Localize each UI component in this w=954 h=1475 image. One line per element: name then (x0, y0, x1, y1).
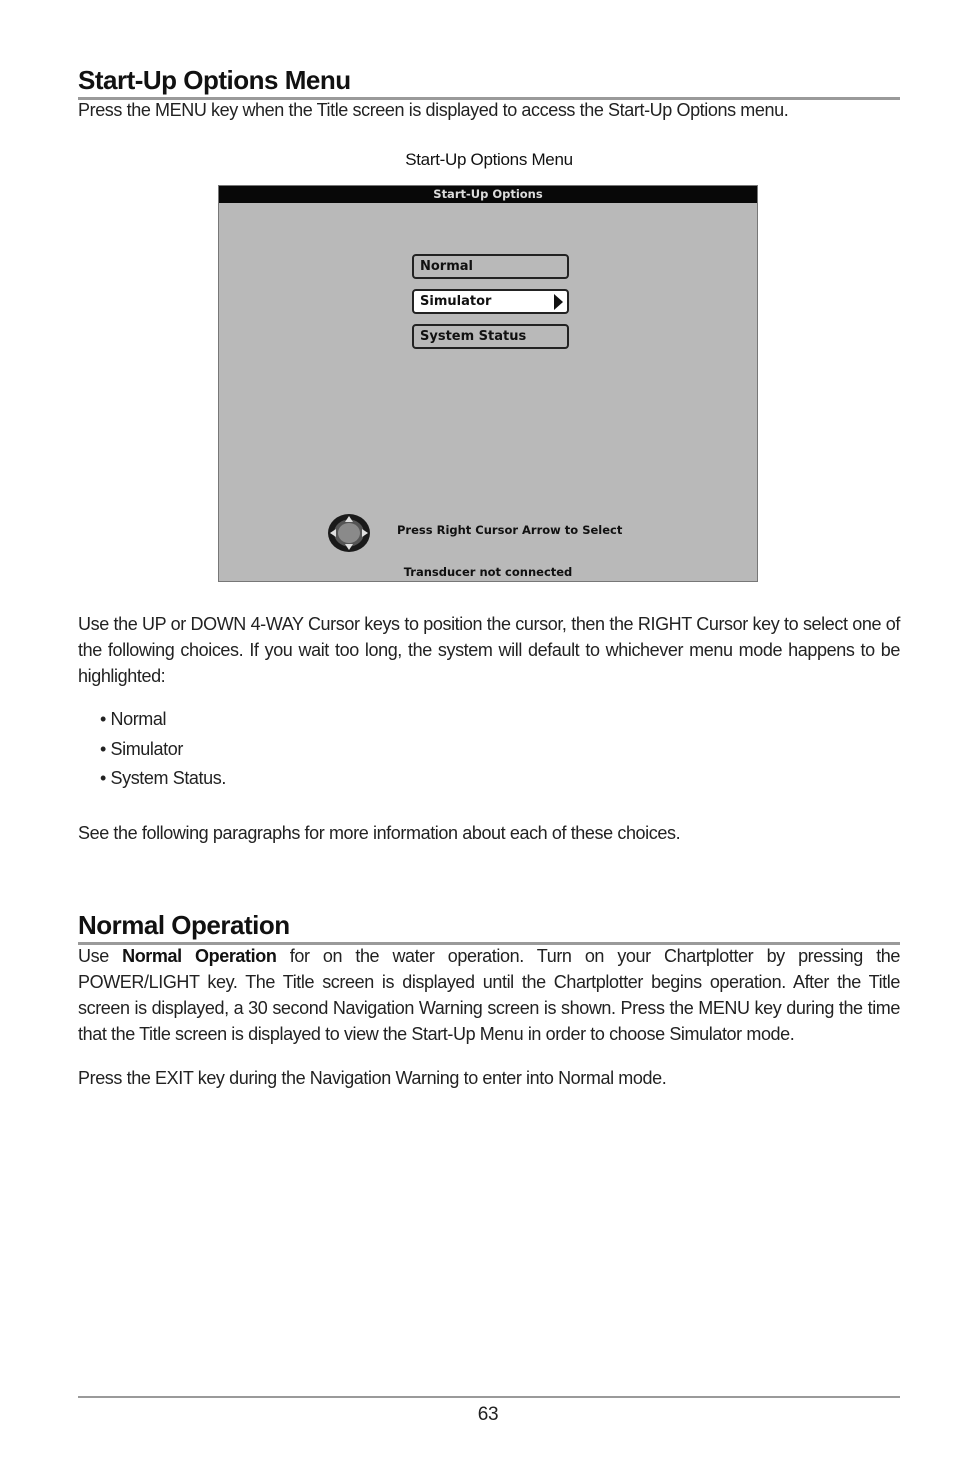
menu-item-system-status-label: System Status (420, 329, 527, 344)
four-way-cursor-icon (327, 513, 371, 553)
list-item: • Simulator (100, 738, 183, 759)
start-up-options-screen (218, 185, 758, 582)
menu-item-simulator[interactable] (412, 289, 569, 314)
footer-divider (78, 1396, 900, 1398)
choices-list (100, 706, 226, 795)
screen-status-text: Transducer not connected (403, 565, 573, 579)
section-heading-normal-operation: Normal Operation (78, 910, 900, 945)
menu-item-simulator-label: Simulator (420, 294, 492, 309)
list-item: • System Status. (100, 768, 226, 788)
see-more-paragraph: See the following paragraphs for more information about each of these choices. (78, 823, 681, 843)
list-item: • Normal (100, 709, 167, 729)
exit-key-paragraph: Press the EXIT key during the Navigation Warning to enter into Normal mode. (78, 1068, 667, 1088)
figure-caption: Start-Up Options Menu (405, 150, 573, 169)
menu-item-system-status[interactable] (412, 324, 569, 349)
section-heading-start-up-options: Start-Up Options Menu (78, 65, 900, 100)
menu-item-normal[interactable] (412, 254, 569, 279)
screen-hint-text: Press Right Cursor Arrow to Select (397, 523, 623, 537)
instructions-paragraph: Use the UP or DOWN 4-WAY Cursor keys to position the cursor, then the RIGHT Cursor key to select one of the following choices. If you wait too long, the system will default to whichever menu mode happens to be highlighted: (78, 614, 900, 686)
normal-operation-term: Normal Operation (122, 946, 277, 966)
para-rest: for on the water operation. Turn on your Chartplotter by pressing the POWER/LIGHT key. The Title screen is displayed until the Chartplotter begins operation. After the Title screen is displayed, a 30 second Navigation Warning screen is shown. Press the MENU key during the time that the Title screen is displayed to view the Start-Up Menu in order to choose Simulator mode. (78, 946, 901, 1044)
para-lead: Use (78, 946, 109, 966)
screen-title-bar: Start-Up Options (219, 186, 757, 203)
right-arrow-icon (554, 294, 563, 310)
page-number: 63 (477, 1404, 499, 1425)
menu-item-normal-label: Normal (420, 259, 473, 274)
intro-paragraph: Press the MENU key when the Title screen is displayed to access the Start-Up Options menu. (78, 100, 789, 120)
normal-operation-paragraph (78, 943, 900, 1047)
